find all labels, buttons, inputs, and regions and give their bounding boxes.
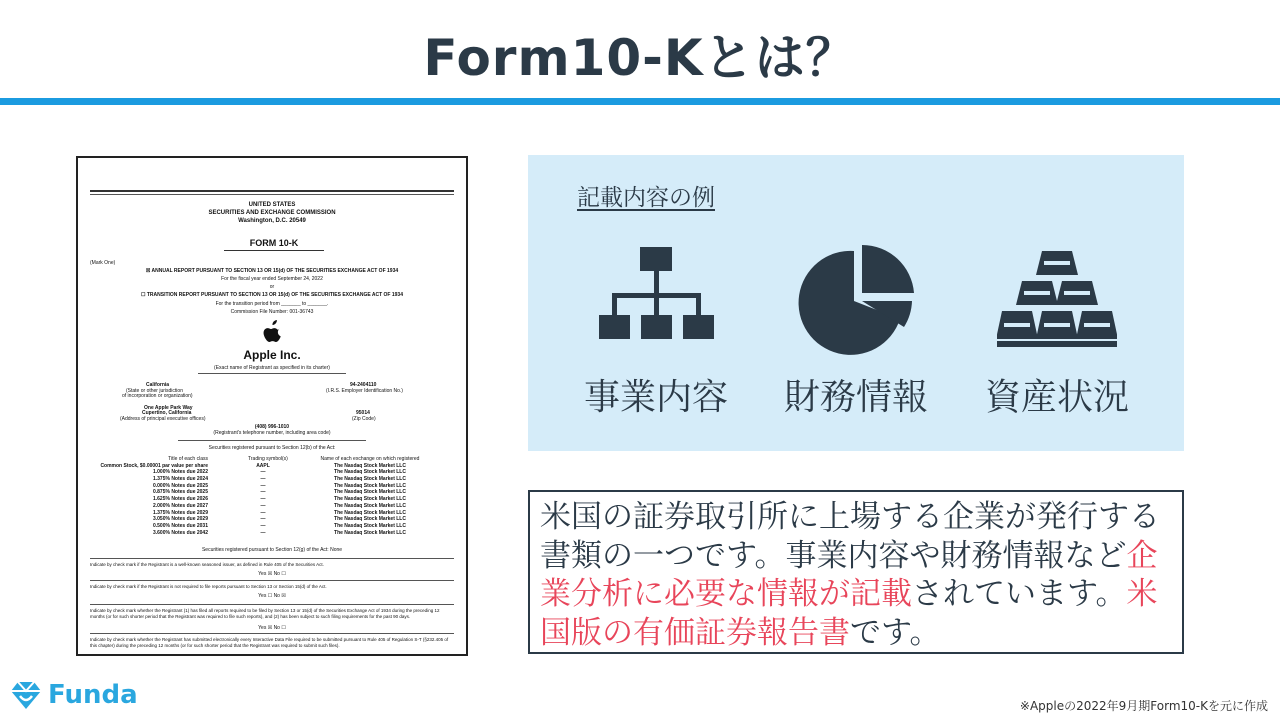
doc-security-exchange: The Nasdaq Stock Market LLC: [334, 462, 406, 469]
doc-security-symbol: —: [260, 509, 266, 516]
doc-security-exchange: The Nasdaq Stock Market LLC: [334, 522, 406, 529]
doc-security-class: 1.000% Notes due 2022: [152, 469, 208, 476]
doc-transition-period: For the transition period from _______ to _______.: [215, 301, 329, 307]
doc-rule: [178, 440, 366, 441]
gold-bars-icon: [997, 241, 1117, 361]
description-part2: されています。: [912, 576, 1127, 612]
doc-ein: 94-2404110: [350, 382, 377, 388]
doc-security-symbol: —: [260, 489, 266, 496]
doc-check1-answer: Yes ☒ No ☐: [258, 571, 286, 577]
doc-mark-one: (Mark One): [90, 260, 116, 266]
funda-logo-text: Funda: [48, 680, 138, 710]
doc-security-symbol: —: [260, 482, 266, 489]
title-divider: [0, 98, 1280, 105]
doc-security-exchange: The Nasdaq Stock Market LLC: [334, 509, 406, 516]
doc-address-caption: (Address of principal executive offices): [120, 416, 206, 422]
doc-security-exchange: The Nasdaq Stock Market LLC: [334, 482, 406, 489]
doc-header-line1: UNITED STATES: [248, 202, 296, 208]
doc-security-symbol: —: [260, 496, 266, 503]
doc-check3-answer: Yes ☒ No ☐: [258, 625, 286, 631]
doc-security-symbol: —: [260, 476, 266, 483]
description-part3: です。: [850, 614, 941, 651]
doc-security-exchange: The Nasdaq Stock Market LLC: [334, 489, 406, 496]
doc-rule: [90, 580, 454, 581]
doc-security-class: 0.500% Notes due 2031: [152, 522, 208, 529]
doc-securities-row: [98, 489, 448, 496]
doc-state-caption1: (State or other jurisdiction: [126, 388, 183, 394]
doc-security-exchange: The Nasdaq Stock Market LLC: [334, 516, 406, 523]
doc-fiscal-year: For the fiscal year ended September 24, 2022: [221, 276, 323, 282]
doc-phone-caption: (Registrant's telephone number, including area code): [213, 430, 331, 436]
doc-security-class: 0.875% Notes due 2025: [152, 489, 208, 496]
doc-top-rule: [90, 190, 454, 192]
doc-or: or: [269, 284, 275, 290]
source-footnote: ※Appleの2022年9月期Form10-Kを元に作成: [1019, 699, 1268, 713]
doc-rule: [90, 604, 454, 605]
doc-security-symbol: —: [260, 529, 266, 536]
doc-security-class: Common Stock, $0.00001 par value per share: [100, 462, 208, 469]
panel-heading: 記載内容の例: [577, 185, 715, 211]
doc-check3: Indicate by check mark whether the Registrant (1) has filed all reports required to be filed by Section 13 or 15(d) of the Securities Exchange Act of 1934 during the preceding 12 months (or for such shorter period that the Registrant was required to file such reports), and (2) has been subject to such filing requirements for the past 90 days.: [90, 608, 440, 619]
doc-securities-row: [98, 523, 448, 530]
doc-commission-file: Commission File Number: 001-36743: [230, 309, 314, 315]
doc-securities-row: [98, 483, 448, 490]
slide-title: Form10-Kとは？: [423, 29, 857, 87]
doc-security-exchange: The Nasdaq Stock Market LLC: [334, 496, 406, 503]
doc-state-caption2: of incorporation or organization): [122, 393, 193, 399]
org-chart-icon: [596, 241, 716, 361]
doc-rule: [198, 373, 346, 374]
label-business-overview: 事業内容: [583, 377, 728, 418]
doc-rule: [90, 558, 454, 559]
doc-security-exchange: The Nasdaq Stock Market LLC: [334, 529, 406, 536]
doc-security-class: 1.375% Notes due 2029: [152, 509, 208, 516]
doc-zip: 95014: [356, 410, 370, 416]
doc-security-symbol: —: [260, 522, 266, 529]
doc-ein-caption: (I.R.S. Employer Identification No.): [326, 388, 403, 394]
doc-exact-name: (Exact name of Registrant as specified in its charter): [214, 365, 330, 371]
description-highlight2: 米国版の有価証券報告書: [540, 576, 1158, 651]
doc-security-class: 0.000% Notes due 2025: [152, 482, 208, 489]
doc-check4: Indicate by check mark whether the Registrant has submitted electronically every Interactive Data File required to be submitted pursuant to Rule 405 of Regulation S-T (§232.405 of this chapter) during the preceding 12 months (or for such shorter period that the Registrant was required to submit such files).: [90, 637, 449, 648]
doc-securities-row: [98, 530, 448, 537]
form-10k-thumbnail: [76, 156, 468, 656]
doc-security-class: 3.050% Notes due 2029: [152, 516, 208, 523]
content-examples-panel: [528, 155, 1184, 451]
doc-check2-answer: Yes ☐ No ☒: [258, 593, 286, 599]
doc-security-symbol: AAPL: [256, 462, 270, 469]
funda-logo: [10, 678, 138, 712]
doc-check2: Indicate by check mark if the Registrant is not required to file reports pursuant to Section 13 or Section 15(d) of the Act.: [90, 584, 327, 589]
label-financial-info: 財務情報: [783, 377, 928, 418]
apple-logo-icon: [262, 320, 284, 344]
doc-securities-row: [98, 510, 448, 517]
doc-security-class: 3.600% Notes due 2042: [152, 529, 208, 536]
doc-header-line2: SECURITIES AND EXCHANGE COMMISSION: [208, 210, 336, 216]
doc-phone: (408) 996-1010: [254, 424, 290, 430]
doc-state: California: [146, 382, 170, 388]
doc-form-title: FORM 10-K: [224, 238, 324, 251]
doc-security-class: 2.000% Notes due 2027: [152, 502, 208, 509]
doc-securities-row: [98, 469, 448, 476]
doc-zip-caption: (Zip Code): [352, 416, 376, 422]
funda-diamond-icon: [10, 680, 42, 710]
doc-top-rule-thin: [90, 194, 454, 195]
doc-rule: [90, 633, 454, 634]
pie-chart-icon: [796, 239, 916, 359]
doc-security-exchange: The Nasdaq Stock Market LLC: [334, 476, 406, 483]
doc-security-exchange: The Nasdaq Stock Market LLC: [334, 502, 406, 509]
doc-security-symbol: —: [260, 469, 266, 476]
doc-securities-row: [98, 463, 448, 470]
doc-securities-table: [98, 456, 448, 536]
label-asset-status: 資産状況: [984, 377, 1129, 418]
description-highlight1: 企業分析に必要な情報が記載: [540, 537, 1158, 612]
description-box: [528, 490, 1184, 654]
doc-company-name: Apple Inc.: [243, 348, 301, 362]
doc-security-class: 1.625% Notes due 2026: [152, 496, 208, 503]
doc-address1: One Apple Park Way: [144, 405, 193, 411]
doc-section12b: Securities registered pursuant to Section 12(b) of the Act:: [208, 445, 336, 451]
doc-security-class: 1.375% Notes due 2024: [152, 476, 208, 483]
doc-security-exchange: The Nasdaq Stock Market LLC: [334, 469, 406, 476]
doc-section12g: Securities registered pursuant to Section 12(g) of the Act: None: [201, 547, 343, 553]
doc-securities-row: [98, 476, 448, 483]
doc-securities-row: [98, 503, 448, 510]
doc-annual-report: ☒ ANNUAL REPORT PURSUANT TO SECTION 13 OR 15(d) OF THE SECURITIES EXCHANGE ACT OF 1934: [145, 268, 399, 274]
doc-security-symbol: —: [260, 502, 266, 509]
doc-check1: Indicate by check mark if the Registrant is a well-known seasoned issuer, as defined in Rule 405 of the Securities Act.: [90, 562, 324, 567]
doc-securities-row: [98, 516, 448, 523]
doc-col-class: Title of each class: [168, 456, 208, 462]
doc-securities-header: [98, 456, 448, 463]
description-part1: 米国の証券取引所に上場する企業が発行する書類の一つです。事業内容や財務情報など: [540, 499, 1160, 574]
doc-security-symbol: —: [260, 516, 266, 523]
doc-transition-report: ☐ TRANSITION REPORT PURSUANT TO SECTION 13 OR 15(d) OF THE SECURITIES EXCHANGE ACT OF 1934: [140, 292, 403, 298]
doc-col-symbol: Trading symbol(s): [248, 456, 288, 462]
doc-header-line3: Washington, D.C. 20549: [238, 218, 306, 224]
doc-address2: Cupertino, California: [142, 410, 192, 416]
doc-col-exchange: Name of each exchange on which registered: [320, 456, 420, 462]
doc-securities-row: [98, 496, 448, 503]
description-text: [540, 498, 1172, 652]
